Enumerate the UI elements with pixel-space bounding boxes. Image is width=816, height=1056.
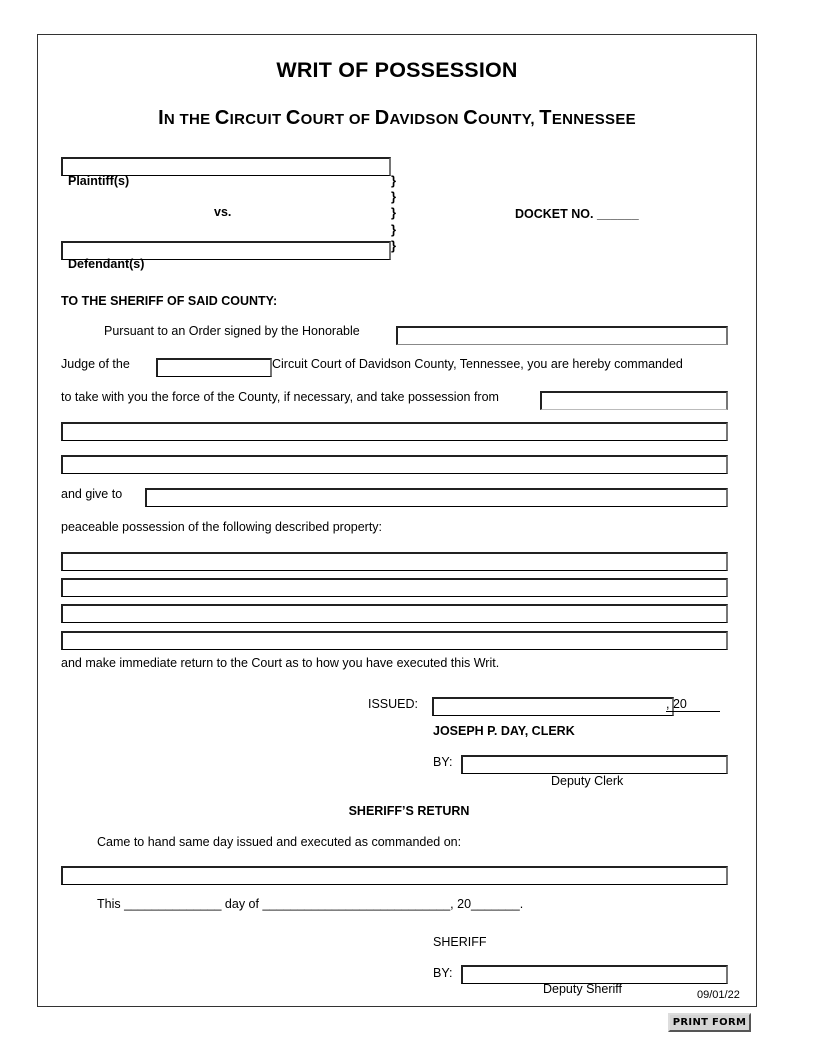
caption-brace: } — [391, 205, 397, 220]
sheriff-label: SHERIFF — [433, 935, 487, 949]
pursuant-text: Pursuant to an Order signed by the Honorable — [104, 324, 360, 338]
defendant-label: Defendant(s) — [68, 257, 145, 271]
form-revision-date: 09/01/22 — [697, 989, 740, 1001]
give-to-input[interactable] — [145, 488, 728, 507]
year-blank[interactable]: _______. — [471, 897, 524, 911]
to-sheriff-heading: TO THE SHERIFF OF SAID COUNTY: — [61, 294, 278, 308]
print-form-button[interactable]: PRINT FORM — [668, 1013, 751, 1032]
executed-on-input[interactable] — [61, 866, 728, 885]
clerk-name: JOSEPH P. DAY, CLERK — [433, 724, 575, 738]
vs-label: vs. — [214, 205, 232, 219]
plaintiff-label: Plaintiff(s) — [68, 174, 130, 188]
take-possession-text: to take with you the force of the County, if necessary, and take possession from — [61, 390, 499, 404]
subtitle-cap-letter: C — [285, 107, 301, 129]
subtitle-cap-letter: D — [374, 107, 390, 129]
docket-blank[interactable]: ______ — [596, 207, 639, 221]
peaceable-text: peaceable possession of the following described property: — [61, 520, 383, 534]
issued-label: ISSUED: — [368, 697, 419, 711]
subtitle-word-rest: OURT OF — [300, 111, 375, 128]
subtitle-cap-letter: C — [463, 107, 479, 129]
subtitle-word-rest: ENNESSEE — [551, 111, 636, 128]
month-blank[interactable]: ___________________________ — [262, 897, 451, 911]
possession-from-line-2[interactable] — [61, 422, 728, 441]
form-title: WRIT OF POSSESSION — [276, 58, 518, 82]
property-line-1[interactable] — [61, 552, 728, 571]
property-line-4[interactable] — [61, 631, 728, 650]
day-of-label: day of — [224, 897, 259, 911]
subtitle-cap-letter: I — [158, 107, 164, 129]
subtitle-word-rest: OUNTY, — [478, 111, 540, 128]
caption-brace: } — [391, 173, 397, 188]
docket-text: DOCKET NO. — [515, 207, 594, 221]
docket-label — [515, 207, 639, 221]
judge-of-the-text: Judge of the — [61, 357, 130, 371]
circuit-court-text: Circuit Court of Davidson County, Tennessee, you are hereby commanded — [272, 357, 683, 371]
deputy-clerk-signature[interactable] — [461, 755, 728, 774]
caption-brace: } — [391, 222, 397, 237]
judge-name-input[interactable] — [396, 326, 728, 345]
possession-from-line-3[interactable] — [61, 455, 728, 474]
subtitle-cap-letter: T — [539, 107, 552, 129]
deputy-clerk-label: Deputy Clerk — [551, 774, 624, 788]
day-blank[interactable]: ______________ — [124, 897, 222, 911]
caption-brace: } — [391, 238, 397, 253]
sheriff-by-label: BY: — [433, 966, 453, 980]
sheriff-return-heading: SHERIFF’S RETURN — [348, 804, 470, 818]
and-give-to-text: and give to — [61, 487, 123, 501]
caption-brace: } — [391, 189, 397, 204]
issued-year-prefix: , 20 — [666, 697, 687, 711]
subtitle-word-rest: AVIDSON — [389, 111, 464, 128]
clerk-by-label: BY: — [433, 755, 453, 769]
this-label: This — [97, 897, 121, 911]
property-line-3[interactable] — [61, 604, 728, 623]
subtitle-word-rest: N THE — [163, 111, 215, 128]
return-year-prefix: , 20 — [450, 897, 472, 911]
possession-from-input[interactable] — [540, 391, 728, 410]
subtitle-cap-letter: C — [214, 107, 230, 129]
issued-year-field[interactable] — [666, 697, 720, 712]
property-line-2[interactable] — [61, 578, 728, 597]
this-day-line — [97, 897, 523, 911]
court-subtitle — [37, 107, 757, 130]
make-return-text: and make immediate return to the Court as to how you have executed this Writ. — [61, 656, 500, 670]
subtitle-word-rest: IRCUIT — [229, 111, 286, 128]
came-to-hand-text: Came to hand same day issued and executed as commanded on: — [97, 835, 462, 849]
issued-date-input[interactable] — [432, 697, 674, 716]
deputy-sheriff-label: Deputy Sheriff — [543, 982, 622, 996]
division-input[interactable] — [156, 358, 272, 377]
